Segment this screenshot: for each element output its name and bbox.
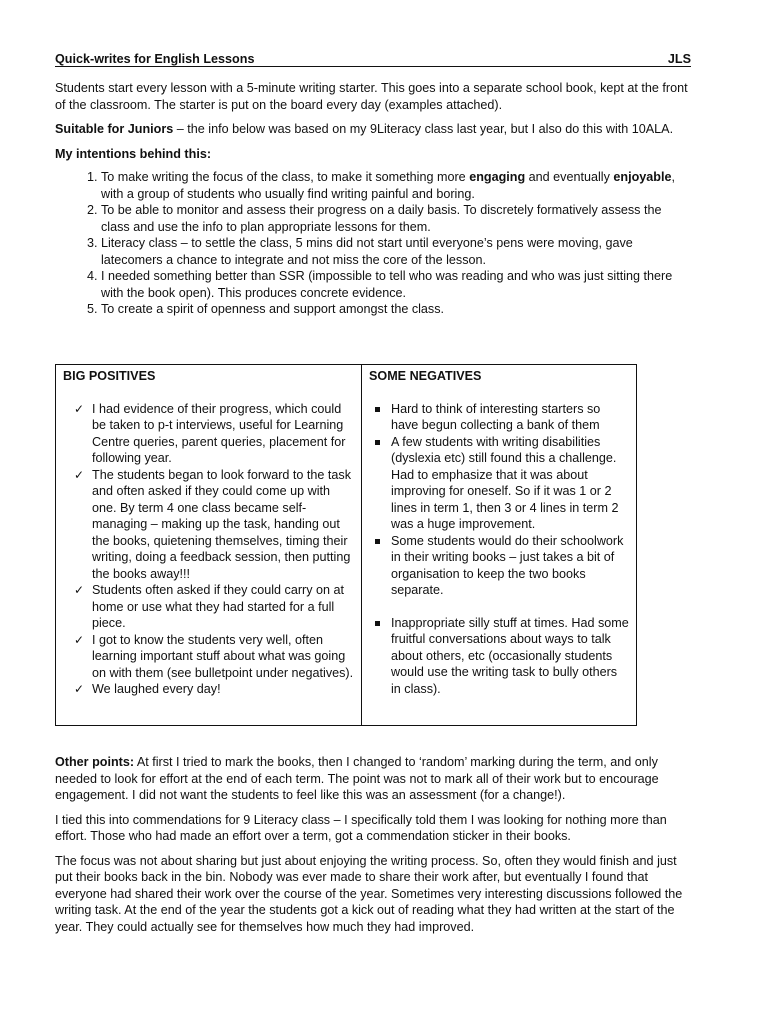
negative-item: Inappropriate silly stuff at times. Had some fruitful conversations about ways to talk about others, etc (occasionally students would use the writing task to bully others in class). xyxy=(391,615,629,698)
check-icon: ✓ xyxy=(74,401,85,416)
intro-paragraph: Students start every lesson with a 5-minute writing starter. This goes into a separate school book, kept at the front of the classroom. The starter is put on the board every day (examples attached). xyxy=(55,81,688,112)
check-icon: ✓ xyxy=(74,583,85,597)
positives-heading: BIG POSITIVES xyxy=(63,369,156,383)
suitable-label: Suitable for Juniors xyxy=(55,122,174,136)
positives-list xyxy=(63,401,354,698)
intention-item: 4. I needed something better than SSR (impossible to tell who was reading and who was just sitting there with the book open). This produces concrete evidence. xyxy=(101,268,691,301)
suitable-paragraph xyxy=(55,121,691,138)
other-points-label: Other points: xyxy=(55,755,135,769)
check-icon: ✓ xyxy=(74,467,85,482)
intentions-list xyxy=(55,169,691,318)
positive-item: ✓ Students often asked if they could carry on at home or use what they had started for a full piece. xyxy=(74,583,345,630)
intention-item: 2. To be able to monitor and assess their progress on a daily basis. To discretely formatively assess the class and use the info to plan appropriate lessons for them. xyxy=(101,202,691,235)
square-bullet-icon xyxy=(375,440,380,445)
negative-item: Some students would do their schoolwork in their writing books – just takes a bit of organisation to keep the two books separate. xyxy=(391,533,629,599)
intention-item: 3. Literacy class – to settle the class, 5 mins did not start until everyone’s pens were moving, gave latecomers a chance to integrate and not miss the core of the lesson. xyxy=(101,235,691,268)
positives-cell xyxy=(56,365,362,726)
check-icon: ✓ xyxy=(74,632,85,647)
intention-item: 5. To create a spirit of openness and support amongst the class. xyxy=(101,301,691,318)
negatives-cell xyxy=(362,365,637,726)
intention-item: 1. To make writing the focus of the class, to make it something more engaging and eventually enjoyable, with a group of students who usually find writing painful and boring. xyxy=(101,169,691,202)
positives-negatives-table xyxy=(55,364,637,726)
negative-item: Hard to think of interesting starters so have begun collecting a bank of them xyxy=(391,401,629,434)
document-title: Quick-writes for English Lessons xyxy=(55,52,255,66)
author-initials: JLS xyxy=(667,52,691,66)
positive-item: ✓ I had evidence of their progress, which could be taken to p-t interviews, useful for Learning Centre queries, parent queries, placement for following year. xyxy=(74,401,346,465)
positive-item: ✓ I got to know the students very well, often learning important stuff about what was going on with them (see bulletpoint under negatives). xyxy=(74,632,354,680)
positive-item: ✓ We laughed every day! xyxy=(74,682,221,696)
closing-section xyxy=(55,754,691,943)
suitable-text: – the info below was based on my 9Literacy class last year, but I also do this with 10ALA. xyxy=(173,122,674,136)
square-bullet-icon xyxy=(375,407,380,412)
intentions-heading: My intentions behind this: xyxy=(55,146,212,161)
check-icon: ✓ xyxy=(74,682,85,696)
negatives-heading: SOME NEGATIVES xyxy=(369,369,482,383)
document-page xyxy=(55,52,691,318)
commendations-paragraph: I tied this into commendations for 9 Literacy class – I specifically told them I was looking for nothing more than effort. Those who had made an effort over a term, got a commendation sticker in their books. xyxy=(55,812,667,843)
negatives-list xyxy=(369,401,629,698)
focus-paragraph: The focus was not about sharing but just about enjoying the writing process. So, often they would finish and just put their books back in the bin. Nobody was ever made to share their work after, but eventually I found that everyone had shared their work over the course of the year. Sometimes very interesting discussions followed the writing task. At the end of the year the students got a kick out of reading what they had written at the start of the year. They could actually see for themselves how much they had improved. xyxy=(55,853,683,934)
negative-item: A few students with writing disabilities (dyslexia etc) still found this a challenge. Had to emphasize that it was about improving for oneself. So if it was 1 or 2 lines in term 1, then 3 or 4 lines in term 2 was a huge improvement. xyxy=(391,434,629,533)
square-bullet-icon xyxy=(375,539,380,544)
positive-item: ✓ The students began to look forward to the task and often asked if they could come up with one. By term 4 one class became self-managing – making up the task, handing out the books, quietening themselves, timing their writing, doing a feedback session, then putting the books away!!! xyxy=(74,467,352,581)
other-points-paragraph: Other points: At first I tried to mark the books, then I changed to ‘random’ marking during the term, and only needed to look for effort at the end of each term. The point was not to mark all of their work but to encourage engagement. I did not want the students to feel like this was an assessment (for a change!). xyxy=(55,755,659,802)
document-header xyxy=(55,52,691,67)
square-bullet-icon xyxy=(375,621,380,626)
